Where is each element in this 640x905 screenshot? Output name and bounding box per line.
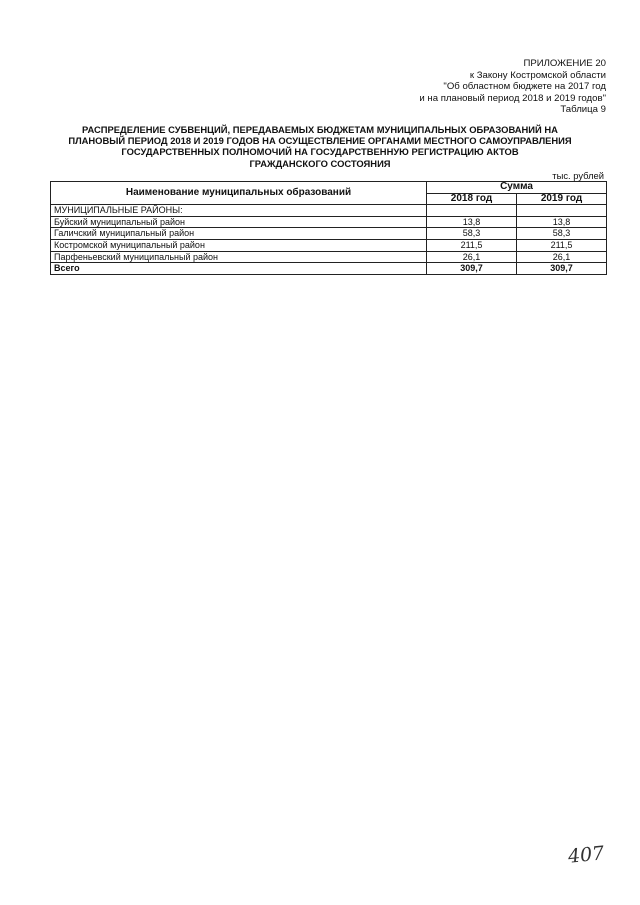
appendix-line: к Закону Костромской области [469,69,606,81]
row-2018: 211,5 [427,239,517,251]
title-line: ГОСУДАРСТВЕННЫХ ПОЛНОМОЧИЙ НА ГОСУДАРСТВЕННУЮ РЕГИСТРАЦИЮ АКТОВ [121,146,519,158]
appendix-line: ПРИЛОЖЕНИЕ 20 [523,58,606,69]
total-2018: 309,7 [427,263,517,275]
table-row [51,251,607,263]
table-row [51,228,607,240]
document-title [40,124,600,169]
title-line: ГРАЖДАНСКОГО СОСТОЯНИЯ [249,157,391,169]
row-2018: 13,8 [427,216,517,228]
row-name: Буйский муниципальный район [51,216,427,228]
row-2019: 211,5 [517,239,607,251]
subsidy-table [50,181,607,275]
row-2019: 26,1 [517,251,607,263]
appendix-line: и на плановый период 2018 и 2019 годов" [419,92,606,104]
title-line: ПЛАНОВЫЙ ПЕРИОД 2018 И 2019 ГОДОВ НА ОСУЩЕСТВЛЕНИЕ ОРГАНАМИ МЕСТНОГО САМОУПРАВЛЕНИЯ [68,135,572,147]
row-name: Костромской муниципальный район [51,239,427,251]
total-label: Всего [51,263,427,275]
table-row [51,239,607,251]
section-row [51,205,607,217]
row-2018: 26,1 [427,251,517,263]
appendix-line: "Об областном бюджете на 2017 год [443,81,606,93]
row-name: Галичский муниципальный район [51,228,427,240]
handwritten-page-number: 407 [566,842,606,868]
header-name: Наименование муниципальных образований [51,182,427,205]
title-line: РАСПРЕДЕЛЕНИЕ СУБВЕНЦИЙ, ПЕРЕДАВАЕМЫХ БЮДЖЕТАМ МУНИЦИПАЛЬНЫХ ОБРАЗОВАНИЙ НА [82,124,558,135]
header-year-2019: 2019 год [517,193,607,205]
table-row [51,216,607,228]
header-sum: Сумма [427,182,607,194]
appendix-line: Таблица 9 [560,104,606,116]
row-2019: 58,3 [517,228,607,240]
header-year-2018: 2018 год [427,193,517,205]
row-2019: 13,8 [517,216,607,228]
units-label: тыс. рублей [552,170,604,181]
row-name: Парфеньевский муниципальный район [51,251,427,263]
total-row [51,263,607,275]
total-2019: 309,7 [517,263,607,275]
section-label: МУНИЦИПАЛЬНЫЕ РАЙОНЫ: [51,205,427,217]
table-header-row [51,182,607,194]
row-2018: 58,3 [427,228,517,240]
appendix-header [306,58,606,116]
